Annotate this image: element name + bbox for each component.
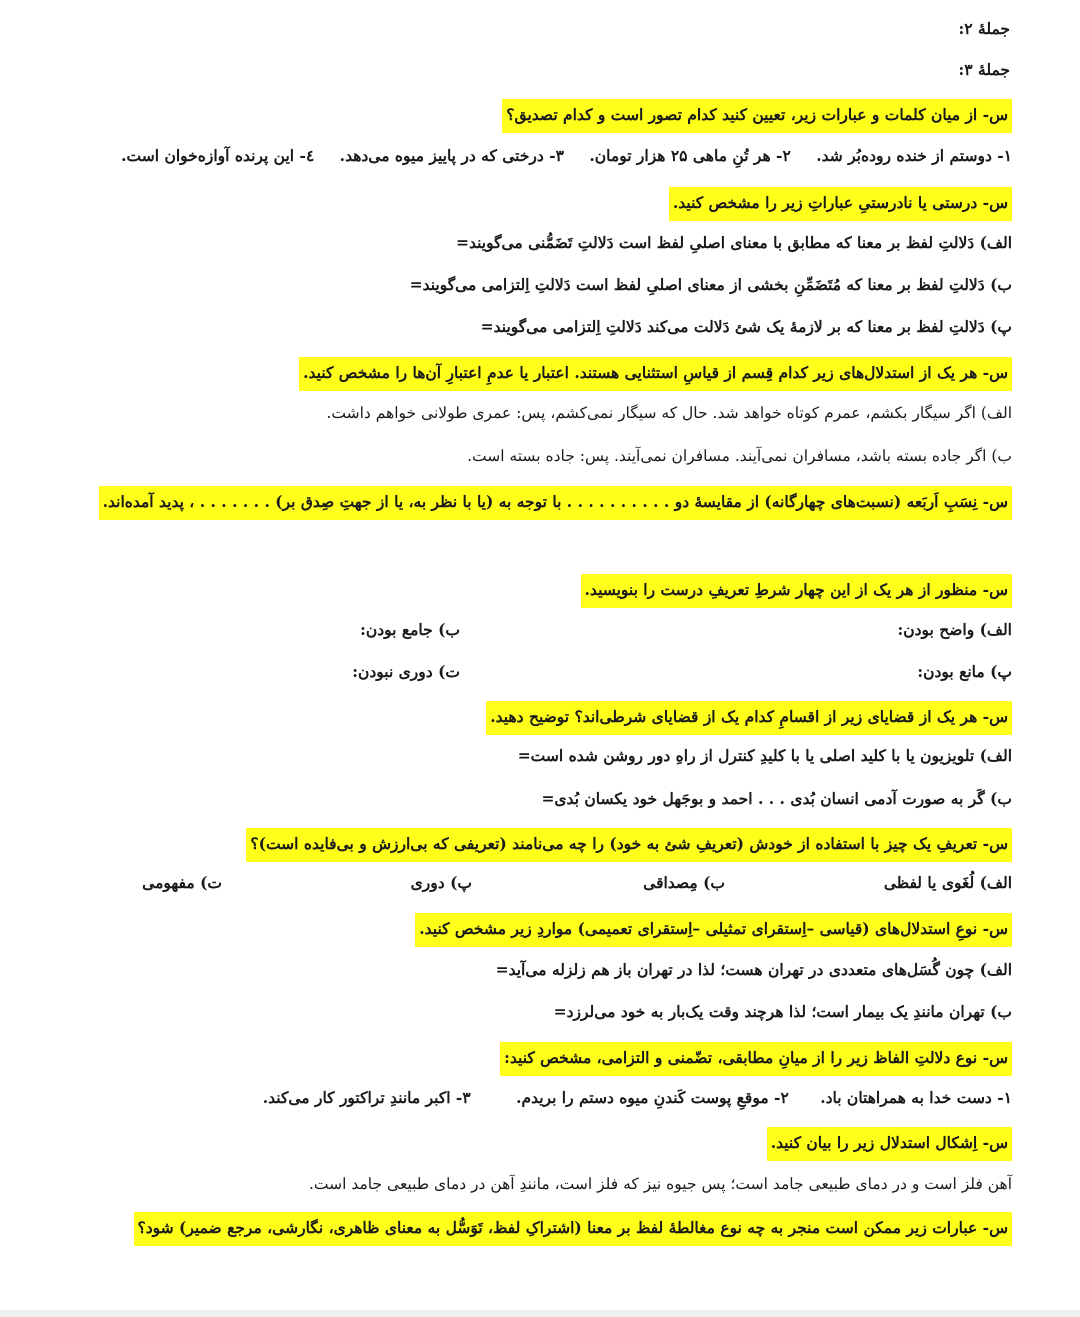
question-highlight: س- هر یک از استدلال‌های زیر کدام قِسم از قیاسِ استثنایی هستند. اعتبار یا عدمِ اعتبارِ آن‌ها را مشخص کنید.	[299, 357, 1012, 391]
question-highlight: س- اِشکال استدلال زیر را بیان کنید.	[767, 1127, 1012, 1161]
option-3: ۳- اکبر مانندِ تراکتور کار می‌کند.	[262, 1088, 471, 1107]
option-2: ۲- هر تُنِ ماهی ۲۵ هزار تومان.	[589, 146, 791, 165]
proposition-b: ب) گَر به صورت آدمی انسان بُدی . . . احمد و بوجَهل خود یکسان بُدی=	[541, 789, 1012, 808]
question-exceptional-syllogism	[299, 357, 1012, 391]
condition-comprehensive: ب) جامع بودن:	[360, 620, 460, 639]
question-highlight: س- نوعِ استدلال‌های (قیاسی –اِستقرای تمثیلی –اِستقرای تعمیمی) مواردِ زیر مشخص کنید.	[415, 913, 1012, 947]
question-argument-types	[415, 913, 1012, 947]
question-highlight: س- از میان کلمات و عبارات زیر، تعیین کنید کدام تصور است و کدام تصدیق؟	[502, 99, 1012, 133]
choice-b: ب) مِصداقی	[643, 873, 725, 892]
question-highlight: س- نوع دلالتِ الفاظ زیر را از میانِ مطابقی، تضّمنی و التزامی، مشخص کنید:	[500, 1042, 1012, 1076]
question-highlight: س- تعریفِ یک چیز با استفاده از خودش (تعریفِ شئ به خود) را چه می‌نامند (تعریفی که بی‌ارزش و بی‌فایده است)؟	[246, 828, 1012, 862]
condition-clear: الف) واضح بودن:	[897, 620, 1012, 639]
question-four-relations	[99, 486, 1012, 520]
question-true-false	[669, 187, 1012, 221]
statement-a: الف) دَلالتِ لفظ بر معنا که مطابق با معنای اصلیِ لفظ است دَلالتِ تَضَمُّنی می‌گویند=	[455, 233, 1012, 252]
question-concept-judgment	[502, 99, 1012, 133]
question-definition-conditions	[581, 574, 1012, 608]
argument-type-a: الف) چون گُسَل‌های متعددی در تهران هست؛ لذا در تهران باز هم زلزله می‌آید=	[495, 960, 1012, 979]
page-bottom-edge	[0, 1310, 1080, 1317]
question-highlight: س- عبارات زیر ممکن است منجر به چه نوع مغالطهٔ لفظ بر معنا (اشتراکِ لفظ، تَوَسُّل به معنای ظاهری، نگارشی، مرجع ضمیر) شود؟	[134, 1212, 1013, 1246]
question-fallacy	[134, 1212, 1013, 1246]
option-4: ٤- این پرنده آوازه‌خوان است.	[121, 146, 315, 165]
argument-b: ب) اگر جاده بسته باشد، مسافران نمی‌آیند. مسافران نمی‌آیند. پس: جاده بسته است.	[467, 447, 1012, 465]
condition-exclusive: پ) مانع بودن:	[917, 662, 1012, 681]
signification-options	[263, 1085, 1012, 1111]
choice-a: الف) لُغَوی یا لفظی	[883, 873, 1012, 892]
argument-a: الف) اگر سیگار بکشم، عمرم کوتاه خواهد شد. حال که سیگار نمی‌کشم، پس: عمری طولانی خواهم داشت.	[326, 404, 1012, 422]
question-highlight: س- درستی یا نادرستیِ عباراتِ زیر را مشخص کنید.	[669, 187, 1012, 221]
question-highlight: س- هر یک از قضایای زیر از اقسامِ کدام یک از قضایای شرطی‌اند؟ توضیح دهید.	[486, 701, 1012, 735]
option-1: ۱- دست خدا به همراهتان باد.	[820, 1088, 1012, 1107]
statement-b: ب) دَلالتِ لفظ بر معنا که مُتَضَمِّنِ بخشی از معنای اصلیِ لفظ است دَلالتِ اِلتزامی می‌گویند=	[409, 275, 1012, 294]
sentence-3-label: جملهٔ ۳:	[958, 60, 1010, 79]
option-2: ۲- موقعِ پوست کَندنِ میوه دستم را بریدم.	[516, 1088, 789, 1107]
statement-c: پ) دَلالتِ لفظ بر معنا که بر لازمهٔ یک شئ دَلالت می‌کند دَلالتِ اِلتزامی می‌گویند=	[480, 317, 1012, 336]
question-highlight: س- منظور از هر یک از این چهار شرطِ تعریفِ درست را بنویسید.	[581, 574, 1012, 608]
question-self-definition	[246, 828, 1012, 862]
choice-c: پ) دوری	[410, 873, 472, 892]
proposition-a: الف) تلویزیون یا با کلید اصلی یا با کلیدِ کنترل از راهِ دور روشن شده است=	[517, 746, 1012, 765]
question-conditional-propositions	[486, 701, 1012, 735]
question-highlight: س- نِسَبِ اَربَعه (نسبت‌های چهارگانه) از مقایسهٔ دو . . . . . . . . . . با توجه به (یا با نظر به، یا از جهتِ صِدق بر) . . . . . . . ، پدید آمده‌اند.	[99, 486, 1012, 520]
flawed-argument-text: آهن فلز است و در دمای طبیعی جامد است؛ پس جیوه نیز که فلز است، مانندِ آهن در دمای طبیعی جامد است.	[308, 1175, 1012, 1193]
question-1-options	[121, 143, 1012, 169]
condition-non-circular: ت) دوری نبودن:	[352, 662, 460, 681]
question-argument-flaw	[767, 1127, 1012, 1161]
sentence-2-label: جملهٔ ۲:	[958, 19, 1010, 38]
option-1: ۱- دوستم از خنده روده‌بُر شد.	[816, 146, 1012, 165]
question-signification-types	[500, 1042, 1012, 1076]
argument-type-b: ب) تهران مانندِ یک بیمار است؛ لذا هرچند وقت یک‌بار به خود می‌لرزد=	[553, 1002, 1012, 1021]
option-3: ۳- درختی که در پاییز میوه می‌دهد.	[339, 146, 564, 165]
choice-d: ت) مفهومی	[142, 873, 222, 892]
